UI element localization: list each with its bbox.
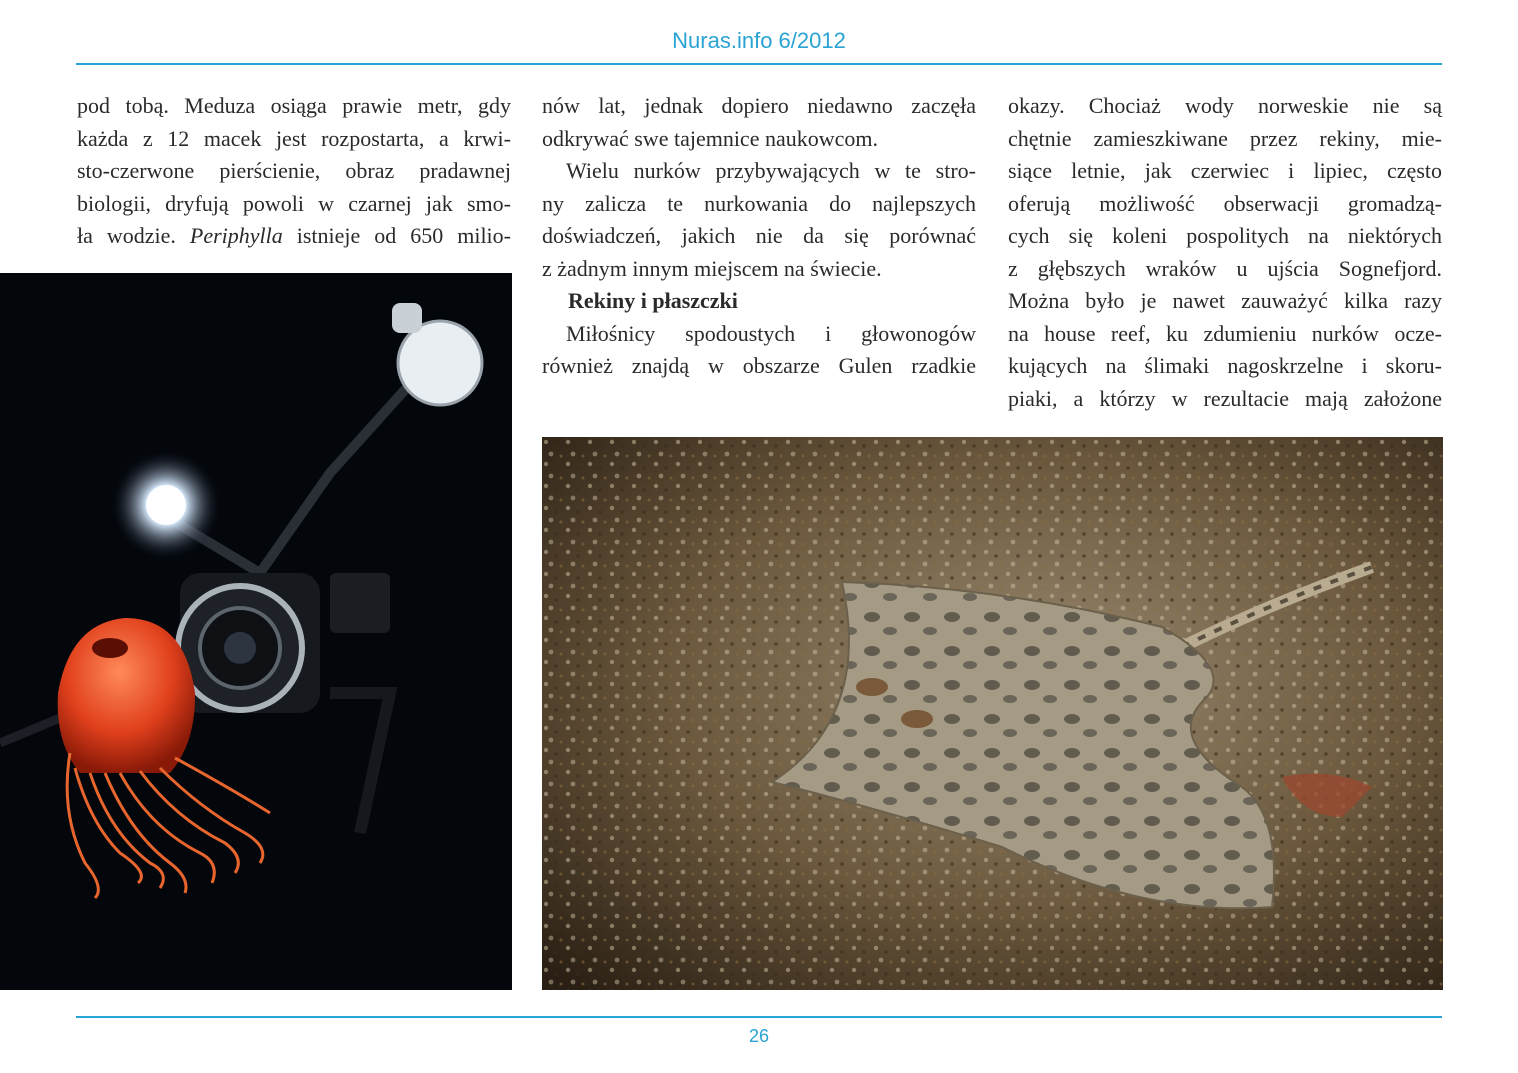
text-line: nów lat, jednak dopiero niedawno zaczęła bbox=[542, 93, 976, 118]
text-column-1 bbox=[77, 90, 511, 253]
text-line: Wielu nurków przybywających w te stro- bbox=[566, 158, 976, 183]
text-line: z głębszych wraków u ujścia Sognefjord. bbox=[1008, 255, 1442, 281]
photo-stingray-seabed bbox=[542, 437, 1443, 990]
text-line: każda z 12 macek jest rozpostarta, a krwi- bbox=[77, 125, 511, 151]
text-line bbox=[77, 220, 511, 253]
text-line: siące letnie, jak czerwiec i lipiec, często bbox=[1008, 158, 1442, 183]
text-line: odkrywać swe tajemnice naukowcom. bbox=[542, 125, 878, 151]
text-fragment: ła wodzie. bbox=[77, 223, 190, 248]
species-name: Periphylla bbox=[189, 223, 283, 248]
text-line: cych się koleni pospolitych na niektórych bbox=[1008, 223, 1442, 248]
text-line: chętnie zamieszkiwane przez rekiny, mie- bbox=[1008, 125, 1442, 151]
text-column-3 bbox=[1008, 90, 1442, 415]
footer-rule bbox=[76, 1016, 1442, 1018]
text-line: Miłośnicy spodoustych i głowonogów bbox=[566, 320, 976, 346]
stingray-illustration bbox=[542, 437, 1443, 990]
text-line: ny zalicza te nurkowania do najlepszych bbox=[542, 190, 976, 216]
header-rule bbox=[76, 63, 1442, 65]
section-subheading: Rekiny i płaszczki bbox=[568, 288, 738, 313]
text-fragment: istnieje od 650 milio- bbox=[282, 223, 511, 248]
jellyfish-illustration bbox=[0, 273, 512, 990]
magazine-header: Nuras.info 6/2012 bbox=[672, 28, 846, 53]
text-line: oferują możliwość obserwacji gromadzą- bbox=[1008, 190, 1442, 216]
text-line: pod tobą. Meduza osiąga prawie metr, gdy bbox=[77, 93, 511, 118]
text-line: biologii, dryfują powoli w czarnej jak smo- bbox=[77, 190, 511, 216]
page-number: 26 bbox=[748, 1026, 770, 1046]
text-line: sto-czerwone pierścienie, obraz pradawnej bbox=[77, 158, 511, 183]
text-line: na house reef, ku zdumieniu nurków ocze- bbox=[1008, 320, 1442, 346]
text-line: doświadczeń, jakich nie da się porównać bbox=[542, 223, 976, 248]
text-line: z żadnym innym miejscem na świecie. bbox=[542, 255, 882, 281]
text-line: również znajdą w obszarze Gulen rzadkie bbox=[542, 353, 976, 378]
text-line: piaki, a którzy w rezultacie mają założone bbox=[1008, 385, 1442, 411]
photo-jellyfish-camera bbox=[0, 273, 512, 990]
text-column-2 bbox=[542, 90, 976, 383]
text-line: okazy. Chociaż wody norweskie nie są bbox=[1008, 93, 1442, 118]
text-line: kujących na ślimaki nagoskrzelne i skoru- bbox=[1008, 353, 1442, 378]
text-line: Można było je nawet zauważyć kilka razy bbox=[1008, 288, 1442, 313]
